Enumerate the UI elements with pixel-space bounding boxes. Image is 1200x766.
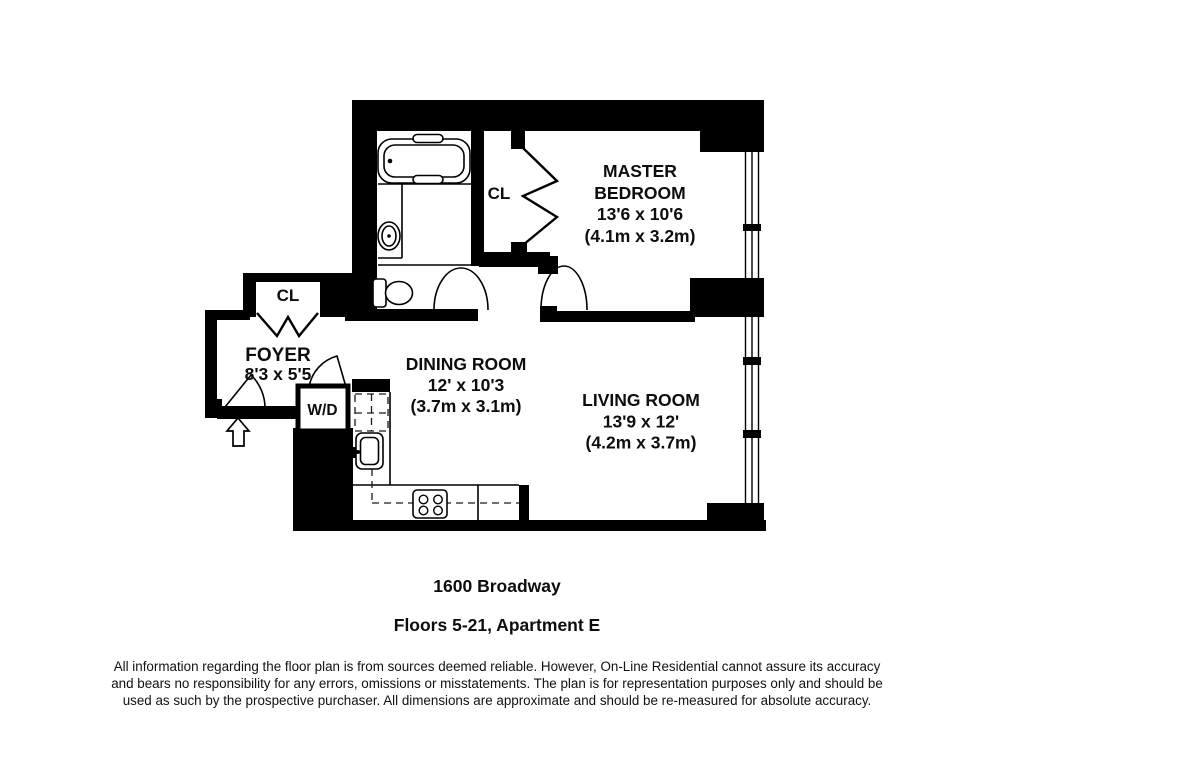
wall-foyer-closet-jamb-right [320,273,352,317]
bathtub-inner [384,145,464,177]
refrigerator-cross [355,394,388,431]
window-mullion [743,357,761,365]
toilet-tank [373,279,386,307]
wall-bathroom-east [471,131,484,266]
bedroom-closet-label: CL [487,184,511,203]
living-room-dims-ft: 13'9 x 12' [602,411,680,432]
master-bedroom-label-line1: MASTER [603,161,677,181]
kitchen-sink-faucet [352,447,356,458]
washer-dryer-door-arc [309,356,346,387]
bathtub-drain [388,159,393,164]
entry-arrow-icon [227,418,249,446]
window-mullion [743,224,761,231]
dining-room-dims-ft: 12' x 10'3 [427,375,505,395]
wall-hall-north-step [538,256,558,274]
bathtub-faucet [371,149,376,155]
wall-foyer-west [205,310,217,405]
master-bedroom-label-line2: BEDROOM [594,183,686,203]
window-living-room [746,317,759,505]
foyer-closet-label: CL [276,286,300,305]
foyer-closet-bifold-door [257,313,318,336]
wall-foyer-south [217,406,302,419]
wall-kitchen-southwest-block [293,428,353,531]
disclaimer-line-2: and bears no responsibility for any errors, omissions or misstatements. The plan is for representation purposes only and should be [111,676,883,691]
toilet-bowl [386,282,413,305]
wall-bottom [345,520,766,531]
master-bedroom-dims-ft: 13'6 x 10'6 [596,204,684,224]
foyer-label: FOYER [245,345,311,366]
wall-bathroom-south [345,309,478,321]
wall-kitchen-counter-stub-east [519,485,529,523]
bathroom-door-arc [434,268,488,310]
living-room-label: LIVING ROOM [582,390,700,410]
unit-line: Floors 5-21, Apartment E [393,615,601,635]
wall-kitchen-counter-stub-top [352,379,390,392]
vanity-sink-drain [387,234,391,238]
stove [413,490,447,518]
foyer-dims-ft: 8'3 x 5'5 [244,364,312,384]
dining-room-label: DINING ROOM [405,354,527,374]
address-line: 1600 Broadway [433,576,561,596]
bedroom-closet-bifold-door [522,147,557,245]
wall-top-right-corner [700,100,764,152]
disclaimer-line-3: used as such by the prospective purchaser. All dimensions are approximate and should be re-measured for absolute accuracy. [122,693,872,708]
windows [743,150,761,505]
window-bedroom [746,150,759,278]
wall-bottom-right-corner [707,503,764,523]
washer-dryer-label: W/D [307,402,338,419]
disclaimer-line-1: All information regarding the floor plan is from sources deemed reliable. However, On-Line Residential cannot assure its accuracy [113,659,881,674]
footer [111,576,883,708]
wall-bedroom-south [540,311,695,322]
kitchen-sink-faucet-dot [356,450,360,454]
wall-bedroom-living-block [690,278,764,317]
bathtub-faucet [371,165,376,171]
living-room-dims-m: (4.2m x 3.7m) [585,432,697,453]
master-bedroom-dims-m: (4.1m x 3.2m) [584,226,696,246]
bathroom [371,135,471,308]
bathtub-grab-bar [413,135,443,143]
kitchen-sink-inner [361,438,379,465]
window-mullion [743,430,761,438]
bathtub-grab-bar [413,176,443,184]
walls [205,100,766,531]
dining-room-dims-m: (3.7m x 3.1m) [410,396,522,416]
